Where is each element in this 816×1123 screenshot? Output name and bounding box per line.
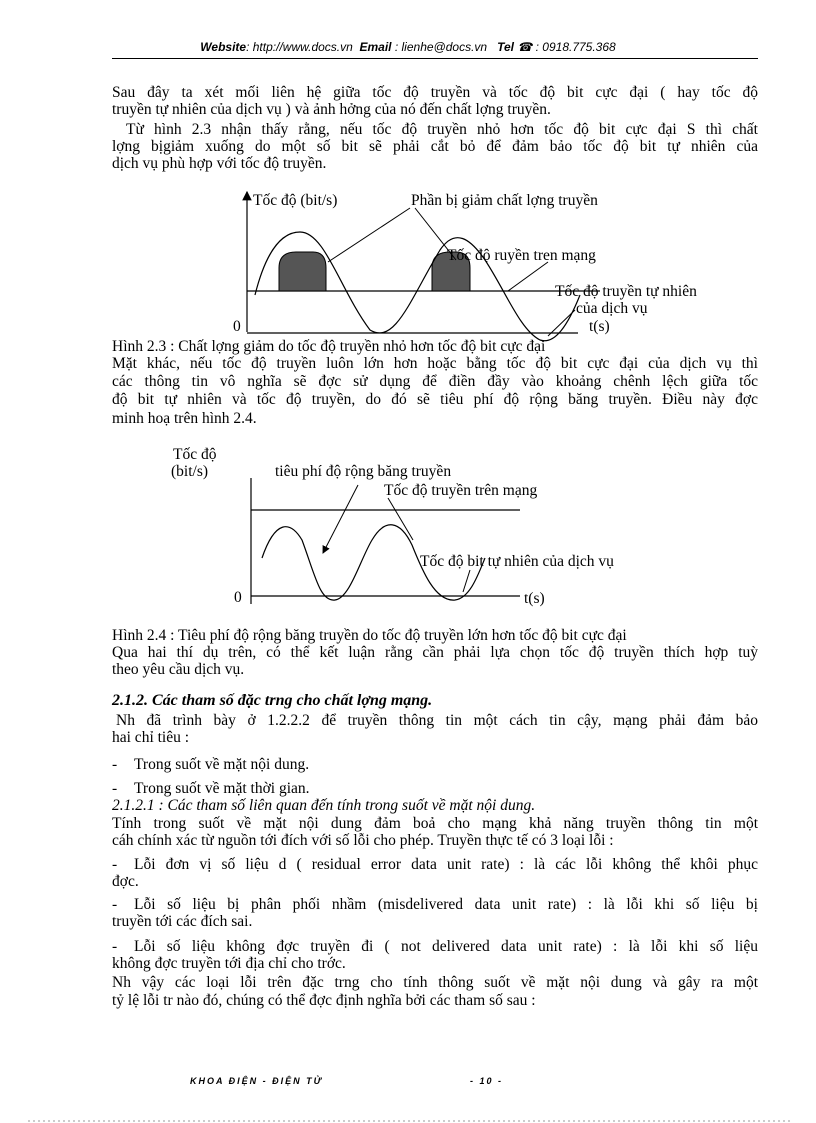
- fig23-label-natural-1: Tốc độ truyền tự nhiên: [555, 283, 697, 300]
- para3-line1: Mặt khác, nếu tốc độ truyền luôn lớn hơn hoặc bằng tốc độ bit cực đại của dịch vụ thì: [112, 355, 758, 372]
- fig24-ylabel-2: (bit/s): [171, 463, 209, 480]
- para7-line2: tỷ lệ lỗi tr nào đó, chúng có thể đợc định nghĩa bởi các tham số sau :: [112, 992, 536, 1009]
- error-1-text: Lỗi đơn vị số liệu d ( residual error data unit rate) : là các lỗi không thể khôi phục: [134, 856, 758, 873]
- website-value[interactable]: : http://www.docs.vn: [246, 40, 353, 54]
- section-2-1-2-1-heading: 2.1.2.1 : Các tham số liên quan đến tính trong suốt về mặt nội dung.: [112, 797, 536, 814]
- fig24-caption: Hình 2.4 : Tiêu phí độ rộng băng truyền do tốc độ truyền lớn hơn tốc độ bit cực đại: [112, 627, 627, 644]
- para7-line1: Nh vậy các loại lỗi trên đặc trng cho tính thông suốt về mặt nội dung và gây ra một: [112, 974, 758, 991]
- bullet-text: Trong suốt về mặt thời gian.: [134, 780, 310, 797]
- fig24-ylabel-1: Tốc độ: [173, 446, 217, 463]
- error-2-line2: truyền tới các đích sai.: [112, 913, 253, 930]
- para3-line2: các thông tin vô nghĩa sẽ đợc sử dụng để điền đầy vào khoảng chênh lệch giữa tốc: [112, 373, 758, 390]
- error-3-line2: không đợc truyền tới địa chỉ cho trớc.: [112, 955, 346, 972]
- fig24-label-waste: tiêu phí độ rộng băng truyền: [275, 463, 452, 480]
- para5-line1: Nh đã trình bày ở 1.2.2.2 để truyền thông tin một cách tin cậy, mạng phải đảm bảo: [116, 712, 758, 729]
- fig23-caption: Hình 2.3 : Chất lợng giảm do tốc độ truyền nhỏ hơn tốc độ bit cực đại: [112, 338, 546, 355]
- error-2-text: Lỗi số liệu bị phân phối nhầm (misdelivered data unit rate) : là lỗi khi số liệu bị: [134, 896, 758, 913]
- website-label: Website: [200, 40, 247, 54]
- para6-line2: cáh chính xác từ nguồn tới đích với số lỗi cho phép. Truyền thực tế có 3 loại lỗi :: [112, 832, 614, 849]
- footer-department: KHOA ĐIỆN - ĐIỆN TỬ: [190, 1076, 323, 1086]
- fig23-label-network: Tốc độ ruyền tren mạng: [447, 247, 596, 264]
- fig24-label-natural: Tốc độ bit tự nhiên của dịch vụ: [420, 553, 614, 570]
- fig23-ylabel: Tốc độ (bit/s): [253, 192, 338, 209]
- fig23-label-reduced: Phần bị giảm chất lợng truyền: [411, 192, 598, 209]
- bullet-content-transparency: - Trong suốt về mặt nội dung.: [112, 756, 310, 773]
- para2-line2: lợng bịgiảm xuống do một số bit sẽ phải cắt bỏ để đảm bảo tốc độ bit tự nhiên của: [112, 138, 758, 155]
- para5-line2: hai chỉ tiêu :: [112, 729, 190, 746]
- para1-line1: Sau đây ta xét mối liên hệ giữa tốc độ truyền và tốc độ bit cực đại ( hay tốc độ: [112, 84, 758, 101]
- para4-line1: Qua hai thí dụ trên, có thể kết luận rằng cần phải lựa chọn tốc độ truyền thích hợp tuỳ: [112, 644, 758, 661]
- fig23-label-natural-2: của dịch vụ: [576, 300, 648, 317]
- section-2-1-2-heading: 2.1.2. Các tham số đặc trng cho chất lợng mạng.: [112, 692, 433, 709]
- para2-line1: Từ hình 2.3 nhận thấy rằng, nếu tốc độ truyền nhỏ hơn tốc độ bit cực đại S thì chất: [126, 121, 758, 138]
- para3-line3: độ bit tự nhiên và tốc độ truyền, do đó sẽ tiêu phí độ rộng băng truyền. Điều này đợc: [112, 391, 758, 408]
- error-1-line2: đợc.: [112, 873, 139, 890]
- error-3-line1: - Lỗi số liệu không đợc truyền đi ( not delivered data unit rate) : là lỗi khi số liệu: [112, 938, 758, 955]
- para4-line2: theo yêu cầu dịch vụ.: [112, 661, 245, 678]
- email-label: Email: [359, 40, 392, 54]
- error-2-line1: - Lỗi số liệu bị phân phối nhầm (misdelivered data unit rate) : là lỗi khi số liệu bị: [112, 896, 758, 913]
- fig24-xlabel: t(s): [524, 590, 545, 607]
- bullet-time-transparency: - Trong suốt về mặt thời gian.: [112, 780, 310, 797]
- bullet-text: Trong suốt về mặt nội dung.: [134, 756, 310, 773]
- fig23-origin: 0: [233, 318, 241, 335]
- email-value[interactable]: : lienhe@docs.vn: [394, 40, 488, 54]
- para1-line2: truyền tự nhiên của dịch vụ ) và ảnh hởng của nó đến chất lợng truyền.: [112, 101, 551, 118]
- fig24-origin: 0: [234, 589, 242, 606]
- para6-line1: Tính trong suốt về mặt nội dung đảm boả cho mạng khả năng truyền thông tin một: [112, 815, 758, 832]
- fig23-xlabel: t(s): [589, 318, 610, 335]
- para3-line4: minh hoạ trên hình 2.4.: [112, 410, 257, 427]
- fig24-label-network: Tốc độ truyền trên mạng: [384, 482, 538, 499]
- tel-label: Tel: [497, 40, 514, 54]
- footer-page-number: - 10 -: [470, 1076, 504, 1086]
- tel-value: ☎ : 0918.775.368: [517, 40, 616, 54]
- para2-line3: dịch vụ phù hợp với tốc độ truyền.: [112, 155, 327, 172]
- error-3-text: Lỗi số liệu không đợc truyền đi ( not delivered data unit rate) : là lỗi khi số liệu: [134, 938, 758, 955]
- error-1-line1: - Lỗi đơn vị số liệu d ( residual error data unit rate) : là các lỗi không thể khôi phục: [112, 856, 758, 873]
